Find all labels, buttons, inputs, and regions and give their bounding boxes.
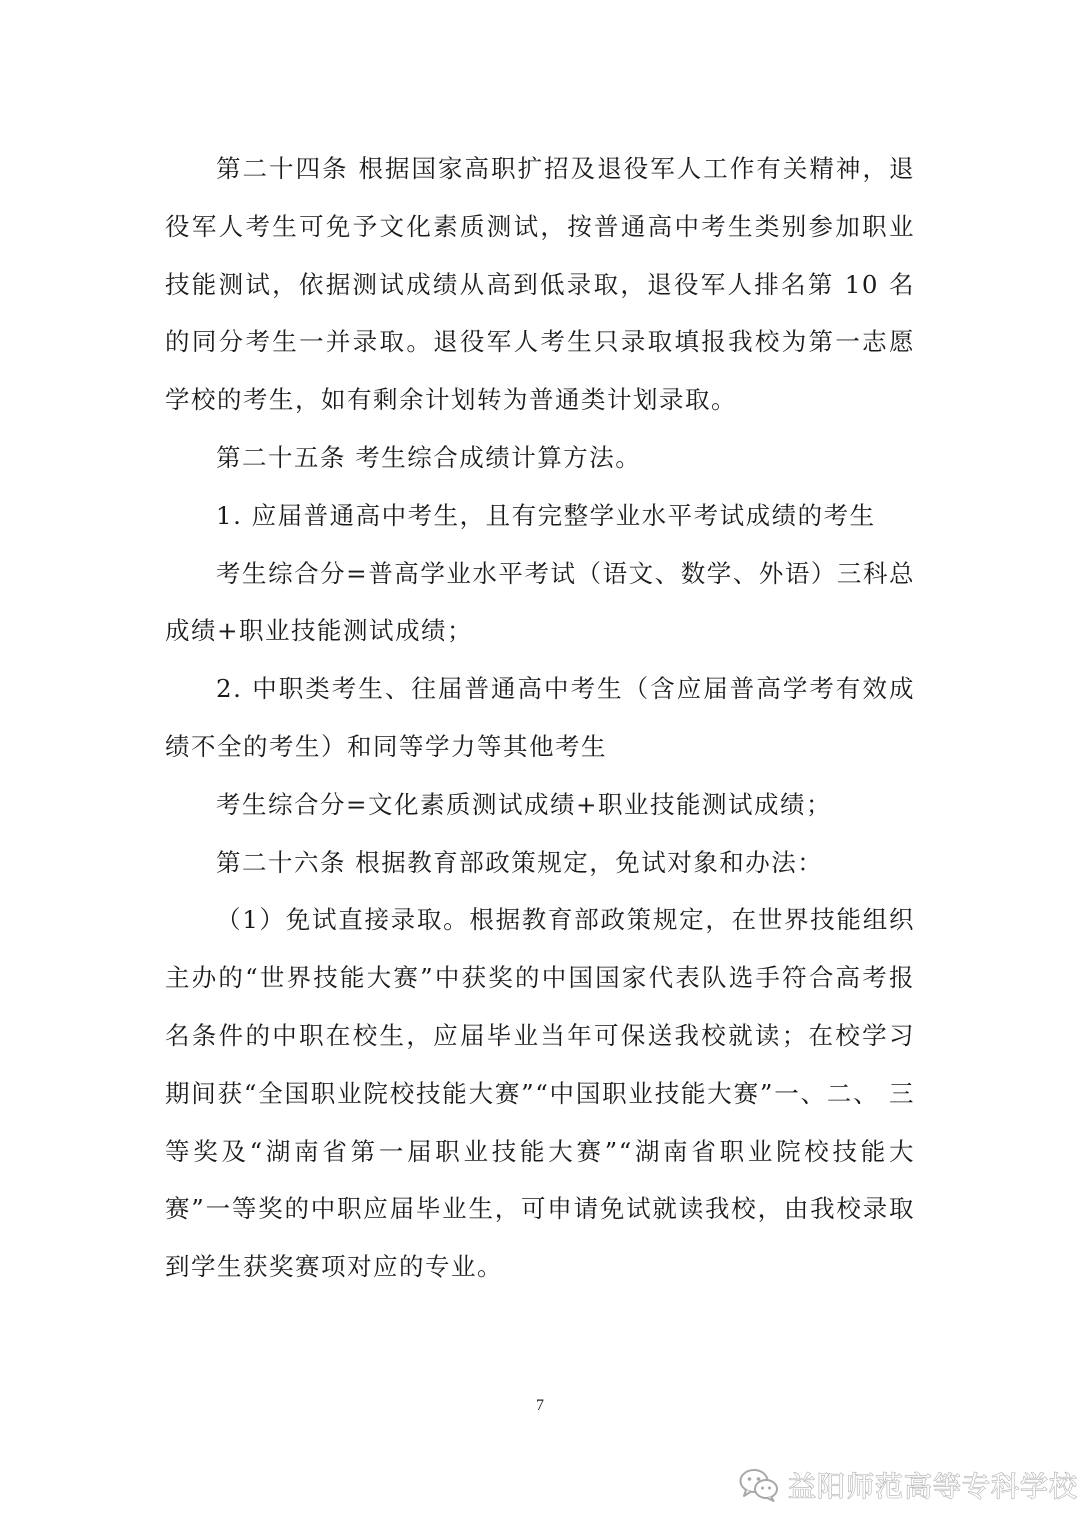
page-number: 7: [536, 1397, 544, 1414]
formula-1-paragraph: 考生综合分=普高学业水平考试（语文、数学、外语）三科总成绩+职业技能测试成绩；: [165, 558, 915, 646]
item-1-paragraph: 1. 应届普通高中考生，且有完整学业水平考试成绩的考生: [216, 500, 876, 530]
formula-2-paragraph: 考生综合分=文化素质测试成绩+职业技能测试成绩；: [216, 789, 833, 819]
watermark: [738, 1460, 1078, 1510]
watermark-text: 益阳师范高等专科学校: [788, 1470, 1079, 1503]
exemption-paragraph: （1）免试直接录取。根据教育部政策规定，在世界技能组织主办的“世界技能大赛”中获奖的中国国家代表队选手符合高考报名条件的中职在校生，应届毕业当年可保送我校就读；在校学习期间获“全国职业院校技能大赛”“中国职业技能大赛”一、二、 三等奖及“湖南省第一届职业技能大赛”“湖南省职业院校技能大赛”一等奖的中职应届毕业生，可申请免试就读我校，由我校录取到学生获奖赛项对应的专业。: [165, 905, 915, 1282]
document-body: [165, 140, 915, 1296]
article-24-paragraph: 第二十四条 根据国家高职扩招及退役军人工作有关精神，退役军人考生可免予文化素质测试，按普通高中考生类别参加职业技能测试，依据测试成绩从高到低录取，退役军人排名第 10 名的同分考生一并录取。退役军人考生只录取填报我校为第一志愿学校的考生，如有剩余计划转为普通类计划录取。: [165, 154, 915, 415]
article-25-paragraph: 第二十五条 考生综合成绩计算方法。: [216, 442, 642, 472]
article-26-paragraph: 第二十六条 根据教育部政策规定，免试对象和办法：: [216, 847, 824, 877]
item-2-paragraph: 2. 中职类考生、往届普通高中考生（含应届普高学考有效成绩不全的考生）和同等学力等其他考生: [165, 674, 915, 761]
wechat-icon: [738, 1467, 780, 1503]
